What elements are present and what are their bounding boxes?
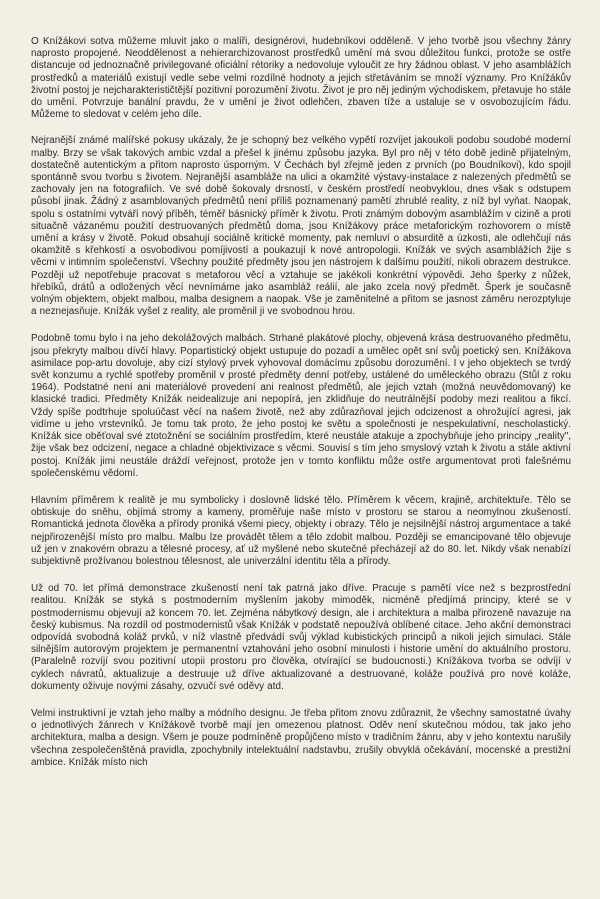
article-page: [31, 36, 571, 886]
paragraph-fashion-design: Velmi instruktivní je vztah jeho malby a módního designu. Je třeba přitom znovu zdůraznit, že všechny samostatné úvahy o jednotlivých žánrech v Knížákově tvorbě mají jen omezenou platnost. Oděv není skutečnou módou, tak jako jeho architektura, malba a design. Všem je pouze podmíněně propůjčeno místo v tradičním žánru, aby v jeho kontextu narušily všechna zespolečenštěná pravidla, zpochybnily intelektuální nadstavbu, zrušily obvyklá očekávání, mocenské a prestižní ambice. Knížák místo nich: [31, 707, 571, 768]
paragraph-intro: O Knížákovi sotva můžeme mluvit jako o malíři, designérovi, hudebníkovi odděleně. V jeho tvorbě jsou všechny žánry naprosto propojené. Neoddělenost a nehierarchizovanost prostředků umění má svou důležitou funkci, protože se ostře distancuje od jednoznačně privilegované oficiální rétoriky a nedovoluje vyloučit ze hry žádnou oblast. V jeho asamblážích prostředků a materiálů existují vedle sebe velmi rozdílné hodnoty a jejich střetáváním se množí významy. Pro Knížákův životní postoj je nejcharakterističtější pozitivní porozumění životu. Život je pro něj jediným východiskem, přetavuje ho stále do umění. Potvrzuje banální pravdu, že v umění je život odlehčen, zbaven tíže a ustaluje se v osvobozujícím řádu. Můžeme to sledovat v celém jeho díle.: [31, 36, 571, 121]
paragraph-seventies: Už od 70. let přímá demonstrace zkušeností není tak patrná jako dříve. Pracuje s pamětí více než s bezprostřední realitou. Knížák se styká s postmoderním myšlením jakoby mimoděk, nicméně předjímá principy, které se v postmodernismu objevují až koncem 70. let. Zejména nábytkový design, ale i architektura a malba přirozeně navazuje na český kubismus. Na rozdíl od postmodernistů však Knížák v podstatě nepoužívá oblíbené citace. Jeho akční demonstraci odpovídá svobodná koláž prvků, v níž vlastně předvádí svůj výklad kubistických principů a nikoli jejich simulaci. Stále silnějším autorovým projektem je permanentní vztahování jeho osobní minulosti i historie umění do aktuálního prostoru. (Paralelně rozvíjí svou pozitivní utopii prostoru pro člověka, otvírající se budoucnosti.) Knížákova tvorba se odvíjí v cyklech návratů, aktualizuje a destruuje už dříve aktualizované a destruované, koláže používá pro nové koláže, dokumenty oživuje novými zásahy, ozvučí své oděvy atd.: [31, 583, 571, 692]
paragraph-decollage: Podobně tomu bylo i na jeho dekolážových malbách. Strhané plakátové plochy, objevená krása destruovaného předmětu, jsou překryty malbou dívčí hlavy. Popartistický objekt ustupuje do pozadí a umělec opět sní svůj poetický sen. Knížákova asimilace pop-artu dovoluje, aby cizí stylový prvek vyhovoval domácímu způsobu dorozumění. I v jeho objektech se tvrdý svět konzumu a rychlé spotřeby proměnil v prosté předměty denní potřeby, ustálené do uměleckého obrazu (Stůl z roku 1964). Podstatné není ani materiálové provedení ani realnost předmětů, ale jejich vztah (možná neuvědomovaný) ke klasické tradici. Předměty Knížák neidealizuje ani nepopírá, jen zklidňuje do neutrálnější podoby mezi realitou a fikcí. Vždy spíše podtrhuje spoluúčast věcí na našem životě, než aby zdůrazňoval jejich odcizenost a ohrožující agresi, jak vidíme u jeho vrstevníků. Je tomu tak proto, že jeho postoj ke světu a společnosti je nespekulativní, nescholastický. Knížák sice oběťoval své ztotožnění se sociálním prostředím, které neustále atakuje a zpochybňuje jeho principy „reality", žije však bez odcizení, negace a chladné objektivizace s věcmi. Souvisí s tím jeho smyslový vztah k životu a stále aktivní postoj. Knížák jimi neustále dráždí veřejnost, protože jen v tomto konfliktu může ostře argumentovat proti falešnému společenskému vědomí.: [31, 333, 571, 479]
paragraph-body: Hlavním příměrem k realitě je mu symbolicky i doslovně lidské tělo. Příměrem k věcem, krajině, architektuře. Tělo se obtiskuje do sněhu, objímá stromy a kameny, proměřuje naše místo v prostoru se starou a neomylnou zkušeností. Romantická jednota člověka a přírody proniká všemi piecy, objekty i obrazy. Tělo je nejsilnější nástroj argumentace a také nejpřirozenější místo pro malbu. Malbu lze provádět tělem a tělo zdobit malbou. Později se emancipované tělo objevuje už jen v znakovém obrazu a tělesné procesy, ať už myšlené nebo skutečné přecházejí až do 80. let. Nikdy však nenabízí subjektivně prožívanou bolestnou tělesnost, ale univerzální identitu těla a přírody.: [31, 494, 571, 567]
paragraph-early-paintings: Nejranější známé malířské pokusy ukázaly, že je schopný bez velkého vypětí rozvíjet jakoukoli podobu soudobé moderní malby. Brzy se však takových ambic vzdal a přešel k jinému způsobu jazyka. Byl pro něj v této době jedině přijatelným, dostatečně autentickým a přitom naprosto úsporným. V Čechách byl zřejmě jeden z prvních (po Boudníkovi), kdo spojil spontánně svou tvorbu s životem. Nejranější asambláže na ulici a okamžité výstavy-instalace z nalezených předmětů se zachovaly jen na fotografiích. Ve své době šokovaly drsností, v českém prostředí neobvyklou, dnes však s odstupem působí jinak. Žádný z asamblovaných předmětů není příliš poznamenaný pamětí zhrublé reality, z níž byl vyňat. Naopak, spolu s ostatními vytváří nový příběh, téměř básnický příměr k životu. Proti známým dobovým asamblážím v cizině a proti situačně vázanému použití destruovaných předmětů doma, jsou Knížákovy práce metaforickým rozhovorem o místě umění a krásy v životě. Pokud obsahují sociálně kritické momenty, pak nemluví o absurditě a úzkosti, ale odlehčují nás okamžitě s křehkostí a osvobodivou pomíjivostí a poukazují k nové antropologii. Knížák ve svých asamblážích žije s věcmi v intimním společenství. Všechny použité předměty jsou jen nástrojem k dalšímu použití, nikoli obrazem destrukce. Později už nepotřebuje pracovat s metaforou věcí a vztahuje se jakékoli konkrétní výpovědi. Jeho šperky z nůžek, hřebíků, drátů a odložených věcí nevnímáme jako asambláž reálií, ale jako zcela nový předmět. Šperk je současně volným objektem, objekt malbou, malba designem a naopak. Vše je zaměnitelné a přitom se jasnost záměru nerozptyluje a neznejasňuje. Knížák vyšel z reality, ale proměnil ji ve svobodnou hrou.: [31, 135, 571, 318]
